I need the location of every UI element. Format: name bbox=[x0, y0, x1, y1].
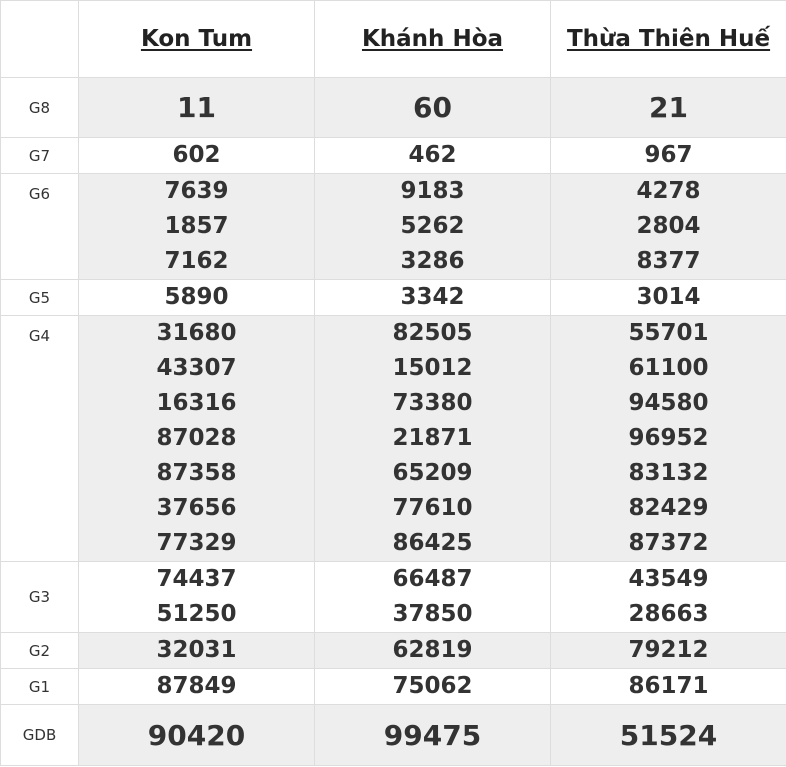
prize-label: G8 bbox=[1, 78, 79, 138]
prize-value: 74437 51250 bbox=[79, 562, 315, 633]
prize-value: 5890 bbox=[79, 280, 315, 316]
prize-label: G3 bbox=[1, 562, 79, 633]
prize-value: 43549 28663 bbox=[551, 562, 786, 633]
prize-row-g3 bbox=[1, 562, 786, 633]
prize-row-g7 bbox=[1, 138, 786, 174]
header-row bbox=[1, 1, 786, 78]
prize-value: 55701 61100 94580 96952 83132 82429 87372 bbox=[551, 316, 786, 562]
prize-row-g4 bbox=[1, 316, 786, 562]
prize-value: 79212 bbox=[551, 633, 786, 669]
prize-value: 32031 bbox=[79, 633, 315, 669]
prize-value: 11 bbox=[79, 78, 315, 138]
prize-value: 66487 37850 bbox=[315, 562, 551, 633]
prize-value: 87849 bbox=[79, 669, 315, 705]
prize-value: 21 bbox=[551, 78, 786, 138]
province-header-khanh-hoa[interactable]: Khánh Hòa bbox=[315, 1, 551, 78]
prize-row-gdb bbox=[1, 705, 786, 766]
prize-value: 7639 1857 7162 bbox=[79, 174, 315, 280]
prize-label: G2 bbox=[1, 633, 79, 669]
prize-row-g8 bbox=[1, 78, 786, 138]
province-header-thua-thien-hue[interactable]: Thừa Thiên Huế bbox=[551, 1, 786, 78]
prize-row-g5 bbox=[1, 280, 786, 316]
prize-row-g6 bbox=[1, 174, 786, 280]
prize-value: 4278 2804 8377 bbox=[551, 174, 786, 280]
prize-value: 3342 bbox=[315, 280, 551, 316]
prize-value: 60 bbox=[315, 78, 551, 138]
prize-label: G6 bbox=[1, 174, 79, 280]
province-header-kon-tum[interactable]: Kon Tum bbox=[79, 1, 315, 78]
header-empty-cell bbox=[1, 1, 79, 78]
prize-value: 90420 bbox=[79, 705, 315, 766]
prize-value: 99475 bbox=[315, 705, 551, 766]
prize-label: G7 bbox=[1, 138, 79, 174]
prize-value: 62819 bbox=[315, 633, 551, 669]
prize-label: G5 bbox=[1, 280, 79, 316]
prize-value: 602 bbox=[79, 138, 315, 174]
prize-row-g2 bbox=[1, 633, 786, 669]
prize-value: 967 bbox=[551, 138, 786, 174]
prize-value: 51524 bbox=[551, 705, 786, 766]
prize-value: 86171 bbox=[551, 669, 786, 705]
prize-value: 75062 bbox=[315, 669, 551, 705]
prize-value: 9183 5262 3286 bbox=[315, 174, 551, 280]
prize-label: G4 bbox=[1, 316, 79, 562]
prize-value: 3014 bbox=[551, 280, 786, 316]
prize-label: GDB bbox=[1, 705, 79, 766]
prize-value: 462 bbox=[315, 138, 551, 174]
prize-row-g1 bbox=[1, 669, 786, 705]
prize-value: 31680 43307 16316 87028 87358 37656 77329 bbox=[79, 316, 315, 562]
prize-value: 82505 15012 73380 21871 65209 77610 86425 bbox=[315, 316, 551, 562]
prize-label: G1 bbox=[1, 669, 79, 705]
